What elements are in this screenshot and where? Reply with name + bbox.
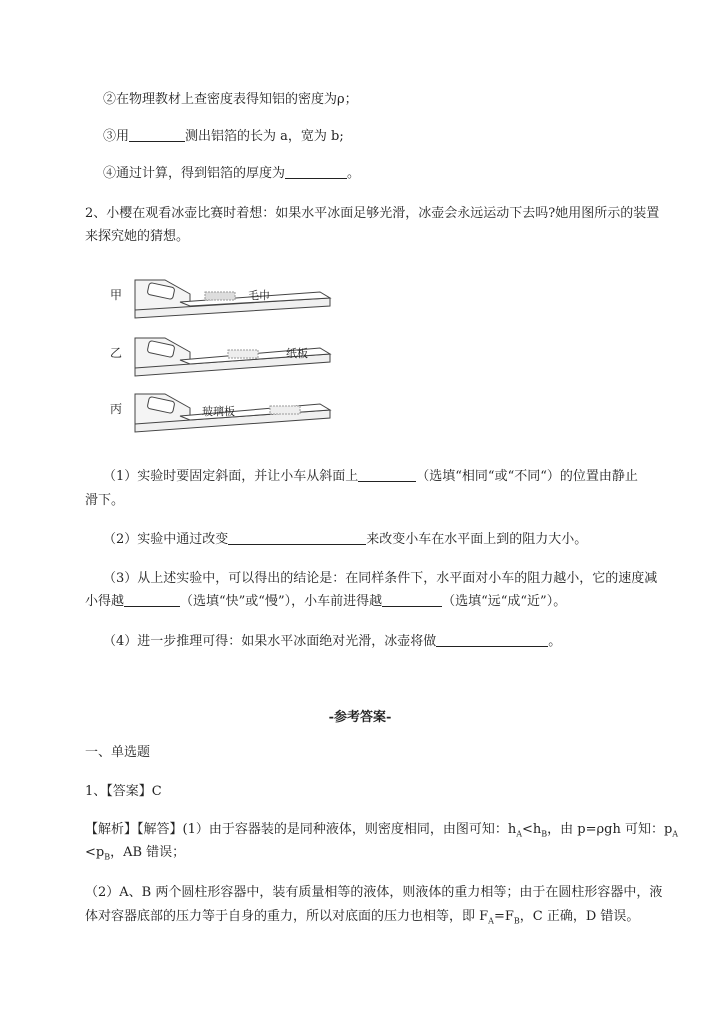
exp-2-sub-2: B: [513, 916, 520, 926]
exp-2-part-3: ，C 正确，D 错误。: [519, 909, 640, 924]
sub-question-3-line-1: （3）从上述实验中，可以得出的结论是：在同样条件下，水平面对小车的阻力越小，它的速度减: [103, 571, 658, 586]
exp-1-part-3: ，由 p=ρgh 可知：p: [547, 822, 673, 837]
towel-patch-jia: [205, 292, 235, 300]
step-3-blank[interactable]: [129, 127, 185, 142]
sub-3-blank-distance[interactable]: [382, 592, 442, 607]
sub-question-3-line-2: [85, 592, 566, 612]
sub-question-1: [103, 467, 638, 487]
sub-3-text-a: 小得越: [85, 594, 125, 609]
sub-2-blank[interactable]: [228, 530, 366, 545]
step-4: [103, 164, 360, 184]
setup-jia: [135, 280, 330, 318]
question-2-line-2: 来探究她的猜想。: [85, 229, 190, 244]
experiment-figure: [110, 272, 345, 442]
cart-trace-bing: [270, 406, 300, 414]
answer-1: 1、【答案】C: [85, 784, 162, 799]
cart-trace-yi: [228, 350, 258, 358]
answers-title: -参考答案-: [328, 710, 392, 725]
sub-question-4: [103, 632, 561, 652]
surface-label-towel: 毛巾: [248, 289, 270, 302]
explanation-2-line-2: [85, 907, 639, 932]
exp-2-part-2: =F: [493, 909, 514, 924]
exp-2-sub-1: A: [488, 916, 494, 926]
explanation-2-line-1: （2）A、B 两个圆柱形容器中，装有质量相等的液体，则液体的重力相等；由于在圆柱形容器中，液: [85, 885, 663, 900]
step-4-blank[interactable]: [285, 164, 347, 179]
exp-1-line-2-sub: B: [104, 852, 111, 862]
surface-label-glass: 玻璃板: [202, 405, 235, 418]
step-3-text-before: ③用: [103, 129, 130, 144]
exp-1-sub-3: A: [672, 829, 679, 839]
exp-1-sub-2: B: [541, 829, 548, 839]
explanation-1-line-1: [85, 820, 678, 845]
step-3-text-after: 测出铝箔的长为 a，宽为 b;: [185, 129, 344, 144]
explanation-1-line-2: [85, 843, 185, 868]
surface-label-cardboard: 纸板: [286, 347, 308, 360]
figure-label-jia: 甲: [110, 288, 123, 302]
sub-3-text-b: （选填“快”或“慢”），小车前进得越: [180, 594, 383, 609]
sub-question-1-line-2: 滑下。: [85, 493, 125, 508]
sub-question-2: [103, 530, 587, 550]
step-3: [103, 127, 344, 147]
exp-1-part-1: 【解析】【解答】(1）由于容器装的是同种液体，则密度相同，由图可知：h: [85, 822, 517, 837]
section-heading: 一、单选题: [85, 745, 151, 760]
exp-1-part-2: <h: [522, 822, 542, 837]
step-4-text-before: ④通过计算，得到铝箔的厚度为: [103, 166, 286, 181]
sub-3-text-c: （选填“远“成“近”）。: [442, 594, 567, 609]
sub-3-blank-speed[interactable]: [124, 592, 180, 607]
sub-4-text-after: 。: [548, 634, 562, 649]
step-2-text: ②在物理教材上查密度表得知铝的密度为ρ；: [103, 92, 358, 107]
figure-label-yi: 乙: [110, 346, 123, 360]
exp-1-line-2-part-2: ，AB 错误；: [110, 845, 186, 860]
sub-1-text-after: （选填“相同“或“不同“）的位置由静止: [416, 469, 638, 484]
question-2-line-1: 2、小樱在观看冰壶比赛时着想：如果水平冰面足够光滑，冰壶会永远运动下去吗?她用图所示的装置: [85, 206, 660, 221]
sub-4-blank[interactable]: [436, 632, 548, 647]
exp-2-part-1: 体对容器底部的压力等于自身的重力，所以对底面的压力也相等，即 F: [85, 909, 489, 924]
sub-2-text-before: （2）实验中通过改变: [103, 532, 229, 547]
exp-1-line-2-part-1: <p: [85, 845, 105, 860]
sub-1-blank[interactable]: [358, 467, 416, 482]
sub-2-text-after: 来改变小车在水平面上到的阻力大小。: [366, 532, 588, 547]
sub-4-text-before: （4）进一步推理可得：如果水平冰面绝对光滑，冰壶将做: [103, 634, 437, 649]
exp-1-sub-1: A: [516, 829, 522, 839]
step-4-text-after: 。: [347, 166, 361, 181]
sub-1-text-before: （1）实验时要固定斜面，并让小车从斜面上: [103, 469, 359, 484]
figure-label-bing: 丙: [110, 402, 123, 416]
